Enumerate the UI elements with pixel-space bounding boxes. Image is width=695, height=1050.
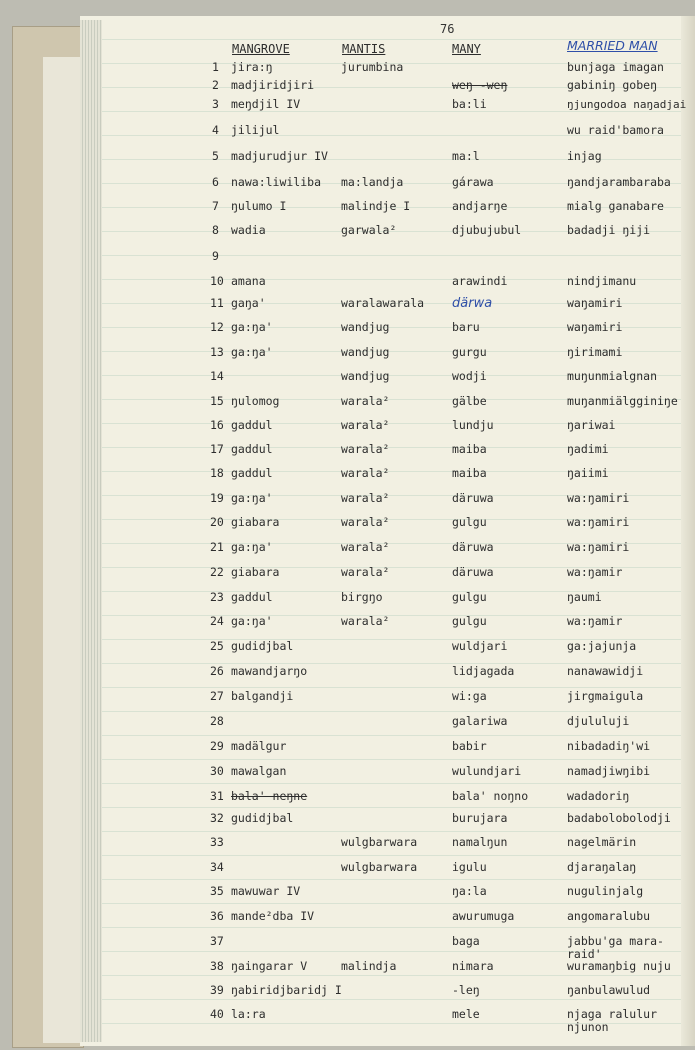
mangrove-word: ŋabiridjbaridj I	[231, 983, 342, 997]
many-word: baga	[452, 934, 480, 948]
row-number: 4	[212, 123, 219, 137]
married-man-word: ga:jajunja	[567, 639, 637, 653]
row-number: 35	[210, 884, 224, 898]
married-man-word: wadadoriŋ	[567, 789, 630, 803]
married-man-word: ŋanbulawulud	[567, 983, 651, 997]
mantis-word: warala²	[341, 491, 390, 505]
row-number: 7	[212, 199, 219, 213]
mangrove-word: gaddul	[231, 418, 273, 432]
mangrove-word: ga:ŋa'	[231, 345, 273, 359]
many-word: burujara	[452, 811, 508, 825]
mantis-word: wandjug	[341, 369, 390, 383]
many-word: arawindi	[452, 274, 508, 288]
married-man-word: wa:ŋamir	[567, 614, 623, 628]
many-word: maiba	[452, 442, 487, 456]
mantis-word: wandjug	[341, 320, 390, 334]
married-man-word: nanawawidji	[567, 664, 644, 678]
married-man-word: ŋjungodoa naŋadjai	[567, 98, 687, 111]
mangrove-word: wadia	[231, 223, 266, 237]
row-number: 6	[212, 175, 219, 189]
mangrove-word: mawalgan	[231, 764, 287, 778]
many-word: däruwa	[452, 565, 494, 579]
mantis-word: warala²	[341, 614, 390, 628]
many-word: ŋa:la	[452, 884, 487, 898]
row-number: 29	[210, 739, 224, 753]
married-man-word: njaga ralulur njunon	[567, 1007, 658, 1034]
row-number: 11	[210, 296, 224, 310]
row-number: 40	[210, 1007, 224, 1021]
married-man-word: wa:ŋamiri	[567, 540, 630, 554]
mantis-word: warala²	[341, 515, 390, 529]
many-word: wulundjari	[452, 764, 522, 778]
married-man-word: wu raid'bamora	[567, 123, 664, 137]
mangrove-word: balgandji	[231, 689, 294, 703]
mangrove-word: gudidjbal	[231, 639, 294, 653]
row-number: 31	[210, 789, 224, 803]
married-man-word: ŋaumi	[567, 590, 602, 604]
mantis-word: warala²	[341, 394, 390, 408]
header-mangrove: MANGROVE	[232, 42, 290, 56]
many-word: maiba	[452, 466, 487, 480]
row-number: 25	[210, 639, 224, 653]
mantis-word: malindje I	[341, 199, 411, 213]
married-man-word: muŋunmialgnan	[567, 369, 658, 383]
married-man-word: ŋadimi	[567, 442, 609, 456]
married-man-word: muŋanmiälgginiŋe	[567, 394, 678, 408]
mangrove-word: gaddul	[231, 442, 273, 456]
mangrove-word: bala' neŋne	[231, 789, 308, 803]
many-word: gälbe	[452, 394, 487, 408]
mangrove-word: madjiridjiri	[231, 78, 315, 92]
many-word: ba:li	[452, 97, 487, 111]
many-word: bala' noŋno	[452, 789, 529, 803]
row-number: 10	[210, 274, 224, 288]
married-man-word: ŋandjarambaraba	[567, 175, 671, 189]
many-word: däruwa	[452, 491, 494, 505]
page-number: 76	[440, 22, 455, 36]
row-number: 17	[210, 442, 224, 456]
row-number: 39	[210, 983, 224, 997]
married-man-word: namadjiwŋibi	[567, 764, 651, 778]
married-man-word: ŋaiimi	[567, 466, 609, 480]
many-word: djubujubul	[452, 223, 522, 237]
many-word: gulgu	[452, 590, 487, 604]
many-word: namalŋun	[452, 835, 508, 849]
married-man-word: waŋamiri	[567, 296, 623, 310]
row-number: 2	[212, 78, 219, 92]
row-number: 38	[210, 959, 224, 973]
married-man-word: injag	[567, 149, 602, 163]
married-man-word: waŋamiri	[567, 320, 623, 334]
many-word: baru	[452, 320, 480, 334]
many-word: lundju	[452, 418, 494, 432]
many-word: igulu	[452, 860, 487, 874]
married-man-word: djululuji	[567, 714, 630, 728]
married-man-word: nibadadiŋ'wi	[567, 739, 651, 753]
row-number: 8	[212, 223, 219, 237]
row-number: 13	[210, 345, 224, 359]
many-word: gurgu	[452, 345, 487, 359]
many-word: babir	[452, 739, 487, 753]
mangrove-word: ŋaingarar V	[231, 959, 308, 973]
mangrove-word: ga:ŋa'	[231, 540, 273, 554]
row-number: 1	[212, 60, 219, 74]
many-word: andjarŋe	[452, 199, 508, 213]
row-number: 20	[210, 515, 224, 529]
board-inner	[43, 57, 83, 1043]
married-man-word: wa:ŋamiri	[567, 515, 630, 529]
header-married-man: MARRIED MAN	[567, 38, 658, 53]
row-number: 37	[210, 934, 224, 948]
many-word: wuldjari	[452, 639, 508, 653]
married-man-word: wa:ŋamir	[567, 565, 623, 579]
many-word: ma:l	[452, 149, 480, 163]
many-word: -leŋ	[452, 983, 480, 997]
header-mantis: MANTIS	[342, 42, 386, 56]
mangrove-word: madjurudjur IV	[231, 149, 328, 163]
row-number: 24	[210, 614, 224, 628]
mangrove-word: mawuwar IV	[231, 884, 301, 898]
mangrove-word: meŋdjil IV	[231, 97, 301, 111]
mangrove-word: gaddul	[231, 590, 273, 604]
row-number: 15	[210, 394, 224, 408]
many-word: gárawa	[452, 175, 494, 189]
mantis-word: ma:landja	[341, 175, 404, 189]
row-number: 27	[210, 689, 224, 703]
many-word: däruwa	[452, 540, 494, 554]
married-man-word: badadji ŋiji	[567, 223, 651, 237]
married-man-word: nagelmärin	[567, 835, 637, 849]
page-right-edge	[681, 16, 695, 1046]
header-many: MANY	[452, 42, 481, 56]
mantis-word: garwala²	[341, 223, 397, 237]
mangrove-word: ŋulumo I	[231, 199, 287, 213]
mangrove-word: gudidjbal	[231, 811, 294, 825]
mangrove-word: mande²dba IV	[231, 909, 315, 923]
mantis-word: warala²	[341, 565, 390, 579]
mangrove-word: giabara	[231, 565, 280, 579]
row-number: 23	[210, 590, 224, 604]
row-number: 3	[212, 97, 219, 111]
row-number: 22	[210, 565, 224, 579]
mantis-word: warala²	[341, 418, 390, 432]
married-man-word: gabiniŋ gobeŋ	[567, 78, 658, 92]
married-man-word: wuramaŋbig nuju	[567, 959, 671, 973]
mangrove-word: amana	[231, 274, 266, 288]
many-word: galariwa	[452, 714, 508, 728]
mantis-word: warala²	[341, 466, 390, 480]
mantis-word: warala²	[341, 540, 390, 554]
many-word: lidjagada	[452, 664, 515, 678]
row-number: 14	[210, 369, 224, 383]
mangrove-word: madälgur	[231, 739, 287, 753]
mantis-word: waralawarala	[341, 296, 425, 310]
married-man-word: nugulinjalg	[567, 884, 644, 898]
married-man-word: ŋirimami	[567, 345, 623, 359]
married-man-word: jabbu'ga mara-raid'	[567, 934, 664, 961]
many-word: wi:ga	[452, 689, 487, 703]
binder-board	[12, 26, 84, 1048]
mangrove-word: ga:ŋa'	[231, 320, 273, 334]
row-number: 26	[210, 664, 224, 678]
mantis-word: malindja	[341, 959, 397, 973]
mantis-word: wandjug	[341, 345, 390, 359]
mantis-word: warala²	[341, 442, 390, 456]
mangrove-word: ga:ŋa'	[231, 614, 273, 628]
mangrove-word: mawandjarŋo	[231, 664, 308, 678]
mantis-word: jurumbina	[341, 60, 404, 74]
many-word: nimara	[452, 959, 494, 973]
mangrove-word: giabara	[231, 515, 280, 529]
mangrove-word: ga:ŋa'	[231, 491, 273, 505]
many-word: gulgu	[452, 515, 487, 529]
row-number: 16	[210, 418, 224, 432]
row-number: 5	[212, 149, 219, 163]
mantis-word: wulgbarwara	[341, 860, 418, 874]
row-number: 36	[210, 909, 224, 923]
mangrove-word: jilijul	[231, 123, 280, 137]
married-man-word: mialg ganabare	[567, 199, 664, 213]
row-number: 33	[210, 835, 224, 849]
many-word: mele	[452, 1007, 480, 1021]
mangrove-word: gaddul	[231, 466, 273, 480]
mangrove-word: nawa:liwiliba	[231, 175, 322, 189]
married-man-word: bunjaga imagan	[567, 60, 664, 74]
row-number: 12	[210, 320, 224, 334]
row-number: 18	[210, 466, 224, 480]
married-man-word: nindjimanu	[567, 274, 637, 288]
row-number: 9	[212, 249, 219, 263]
mangrove-word: ŋulomog	[231, 394, 280, 408]
many-word: awurumuga	[452, 909, 515, 923]
many-word: wodji	[452, 369, 487, 383]
row-number: 21	[210, 540, 224, 554]
married-man-word: badabolobolodji	[567, 811, 671, 825]
married-man-word: jirgmaigula	[567, 689, 644, 703]
married-man-word: djaraŋalaŋ	[567, 860, 637, 874]
married-man-word: angomaralubu	[567, 909, 651, 923]
row-number: 30	[210, 764, 224, 778]
mantis-word: wulgbarwara	[341, 835, 418, 849]
mangrove-word: la:ra	[231, 1007, 266, 1021]
married-man-word: ŋariwai	[567, 418, 616, 432]
row-number: 34	[210, 860, 224, 874]
married-man-word: wa:ŋamiri	[567, 491, 630, 505]
mangrove-word: gaŋa'	[231, 296, 266, 310]
row-number: 28	[210, 714, 224, 728]
many-word: gulgu	[452, 614, 487, 628]
mangrove-word: jira:ŋ	[231, 60, 273, 74]
row-number: 19	[210, 491, 224, 505]
row-number: 32	[210, 811, 224, 825]
page-stack-edges	[80, 20, 102, 1042]
mantis-word: birgŋo	[341, 590, 383, 604]
many-word: weŋ -weŋ	[452, 78, 508, 92]
many-word: därwa	[452, 296, 493, 311]
